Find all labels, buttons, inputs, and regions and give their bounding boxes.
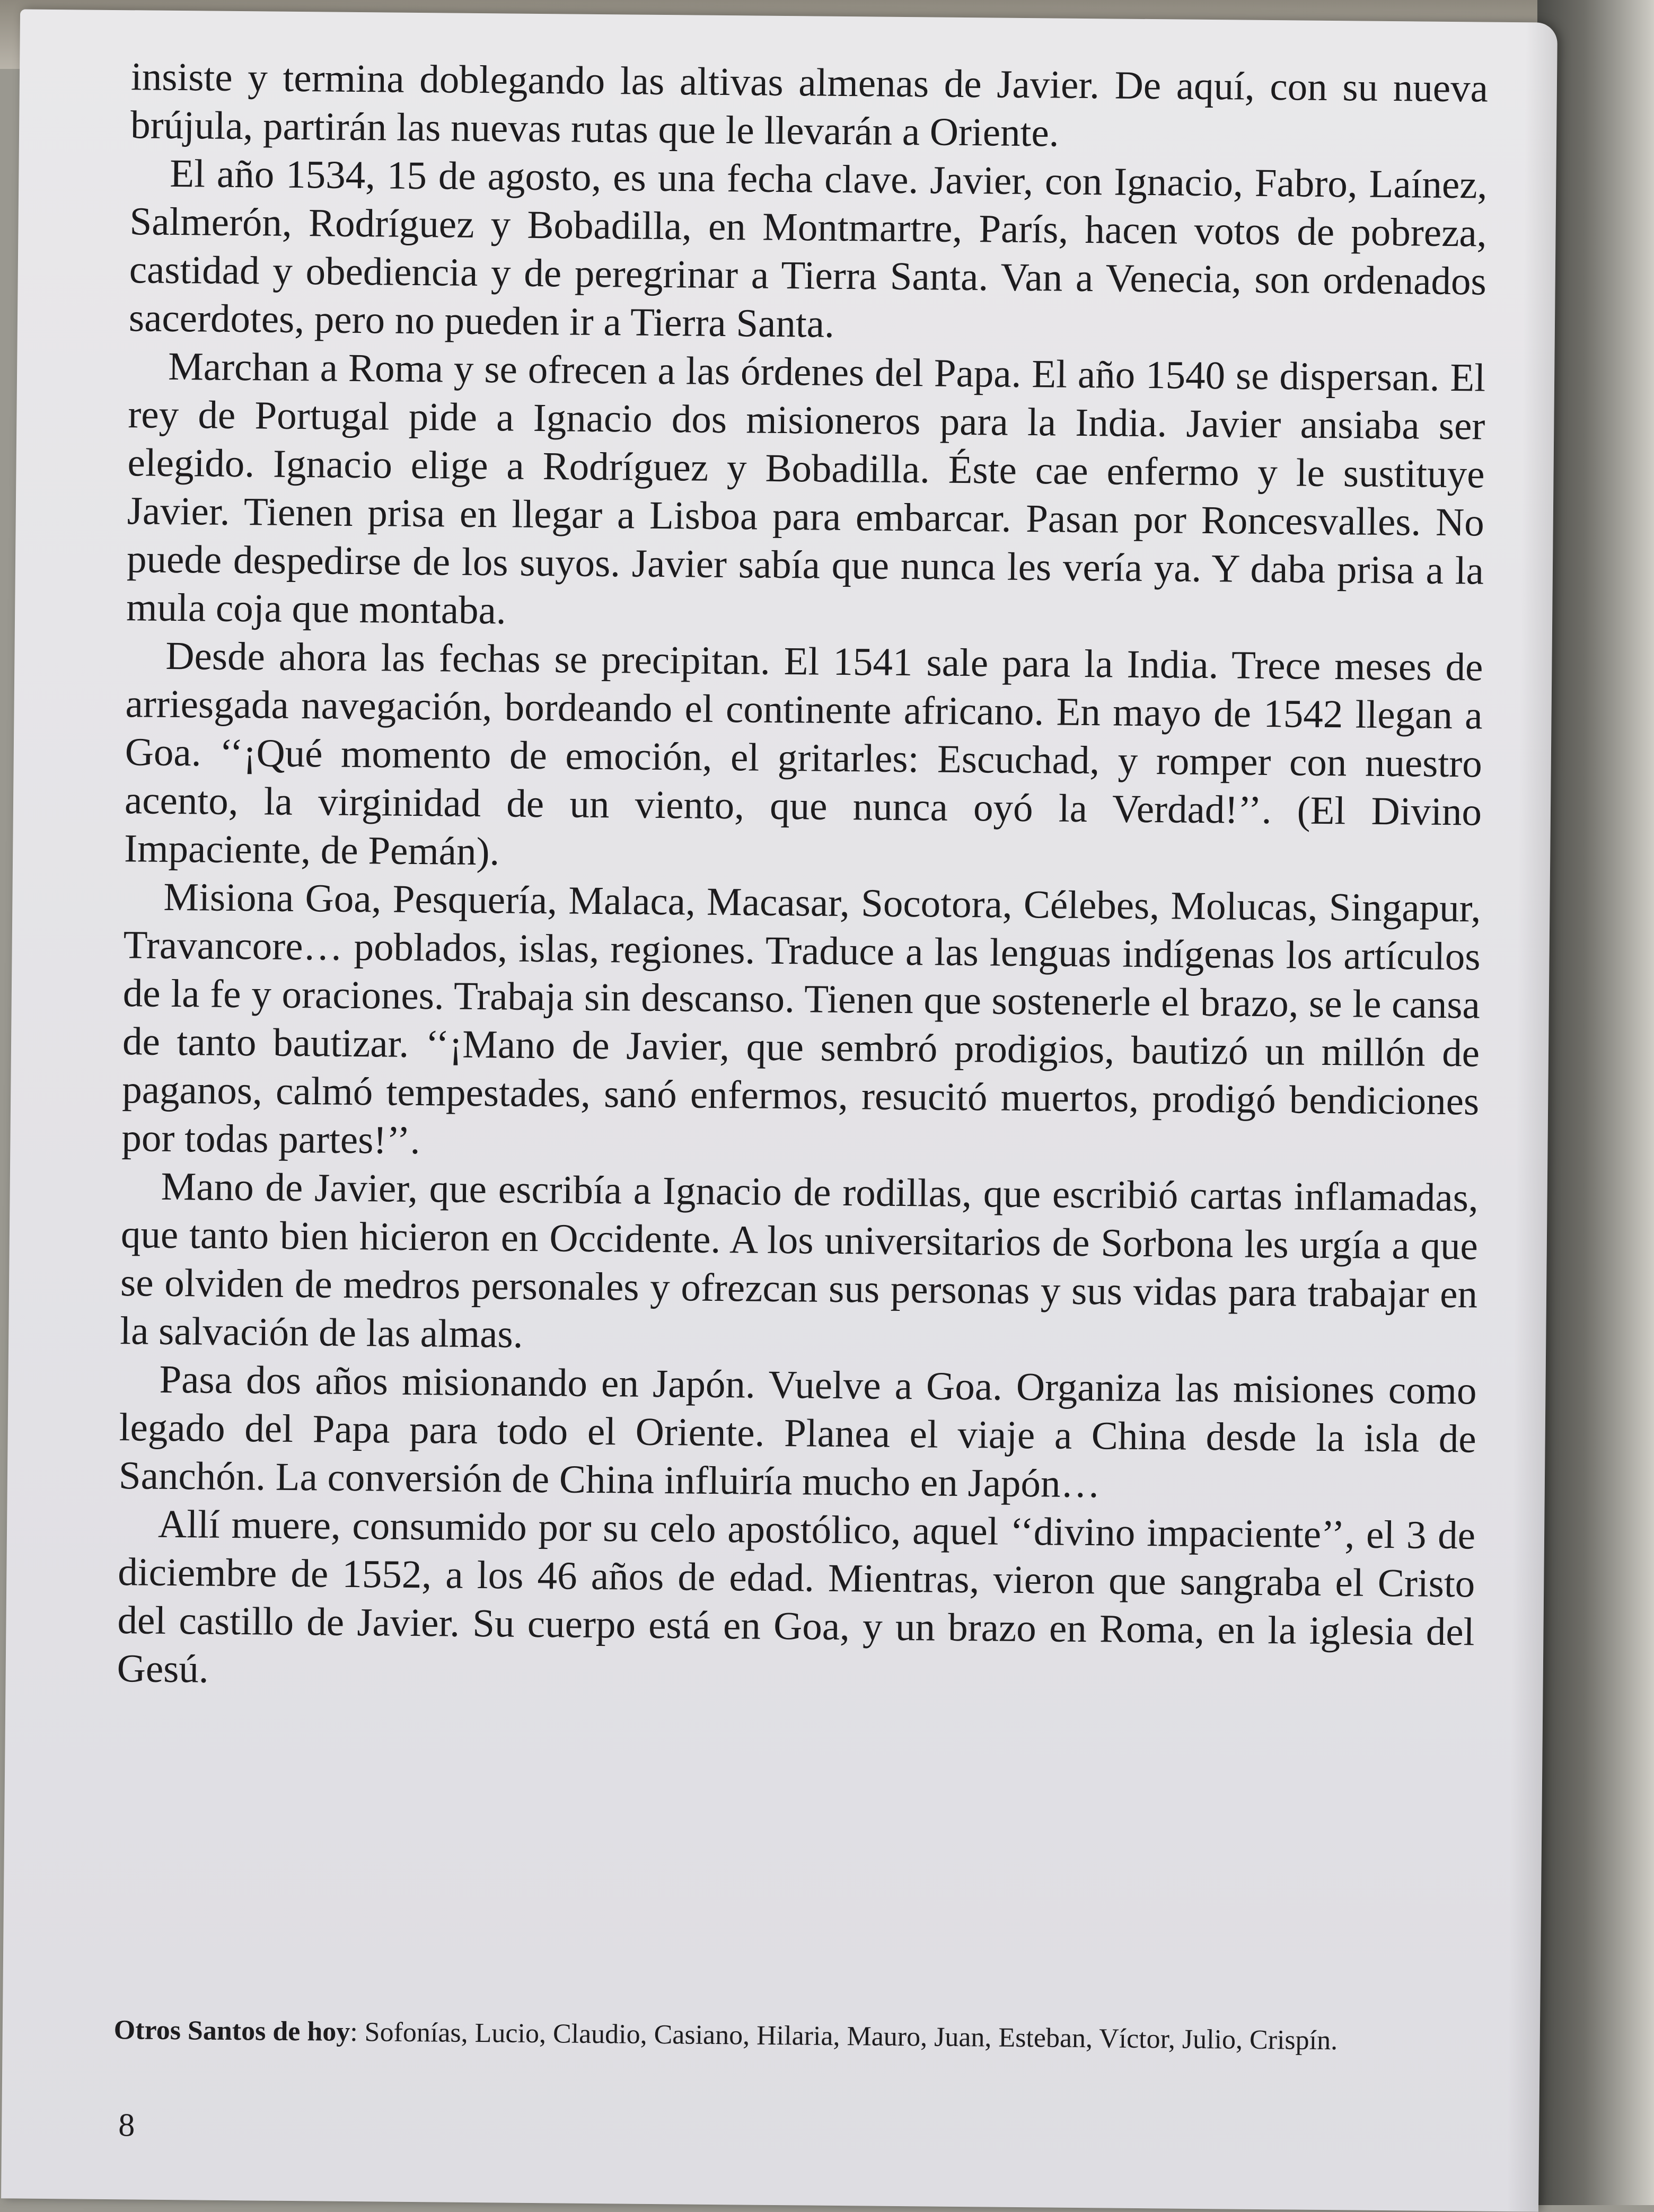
paragraph-4: Desde ahora las fechas se precipitan. El 1541 sale para la India. Trece meses de arriesgada navegación, bordeando el continente africano. En mayo de 1542 llegan a Goa. ‘‘¡Qué momento de emoción, el gritarles: Escuchad, y romper con nuestro acento, la virginidad de un viento, que nunca oyó la Verdad!’’. (El Divino Impaciente, de Pemán). [124, 633, 1483, 874]
page-number: 8 [118, 2107, 135, 2144]
paragraph-6: Mano de Javier, que escribía a Ignacio de rodillas, que escribió cartas inflamadas, que tanto bien hicieron en Occidente. A los universitarios de Sorbona les urgía a que se olviden de medros personales y ofrezcan sus personas y sus vidas para trabajar en la salvación de las almas. [119, 1164, 1479, 1356]
body-text [117, 52, 1488, 1704]
paragraph-2: El año 1534, 15 de agosto, es una fecha clave. Javier, con Ignacio, Fabro, Laínez, Salmerón, Rodríguez y Bobadilla, en Montmartre, París, hacen votos de pobreza, castidad y obediencia y de peregrinar a Tierra Santa. Van a Venecia, son ordenados sacerdotes, pero no pueden ir a Tierra Santa. [128, 151, 1488, 346]
footnote [114, 2014, 1471, 2058]
book-spine-shadow [1537, 0, 1654, 2205]
book-page [1, 9, 1558, 2211]
footnote-text: : Sofonías, Lucio, Claudio, Casiano, Hilaria, Mauro, Juan, Esteban, Víctor, Julio, Crispín. [350, 2017, 1338, 2056]
footnote-label: Otros Santos de hoy [113, 2015, 350, 2047]
paragraph-5: Misiona Goa, Pesquería, Malaca, Macasar, Socotora, Célebes, Molucas, Singapur, Travancore… poblados, islas, regiones. Traduce a las lenguas indígenas los artículos de la fe y oraciones. Trabaja sin descanso. Tienen que sostenerle el brazo, se le cansa de tanto bautizar. ‘‘¡Mano de Javier, que sembró prodigios, bautizó un millón de paganos, calmó tempestades, sanó enfermos, resucitó muertos, prodigó bendiciones por todas partes!’’. [121, 875, 1481, 1163]
paragraph-8: Allí muere, consumido por su celo apostólico, aquel ‘‘divino impaciente’’, el 3 de diciembre de 1552, a los 46 años de edad. Mientras, vieron que sangraba el Cristo del castillo de Javier. Su cuerpo está en Goa, y un brazo en Roma, en la iglesia del Gesú. [117, 1502, 1476, 1691]
paragraph-7: Pasa dos años misionando en Japón. Vuelve a Goa. Organiza las misiones como legado del Papa para todo el Oriente. Planea el viaje a China desde la isla de Sanchón. La conversión de China influiría mucho en Japón… [118, 1357, 1477, 1506]
paragraph-1: insiste y termina doblegando las altivas almenas de Javier. De aquí, con su nueva brújula, partirán las nuevas rutas que le llevarán a Oriente. [130, 55, 1489, 155]
paragraph-3: Marchan a Roma y se ofrecen a las órdenes del Papa. El año 1540 se dispersan. El rey de Portugal pide a Ignacio dos misioneros para la India. Javier ansiaba ser elegido. Ignacio elige a Rodríguez y Bobadilla. Éste cae enfermo y le sustituye Javier. Tienen prisa en llegar a Lisboa para embarcar. Pasan por Roncesvalles. No puede despedirse de los suyos. Javier sabía que nunca les vería ya. Y daba prisa a la mula coja que montaba. [126, 344, 1486, 633]
